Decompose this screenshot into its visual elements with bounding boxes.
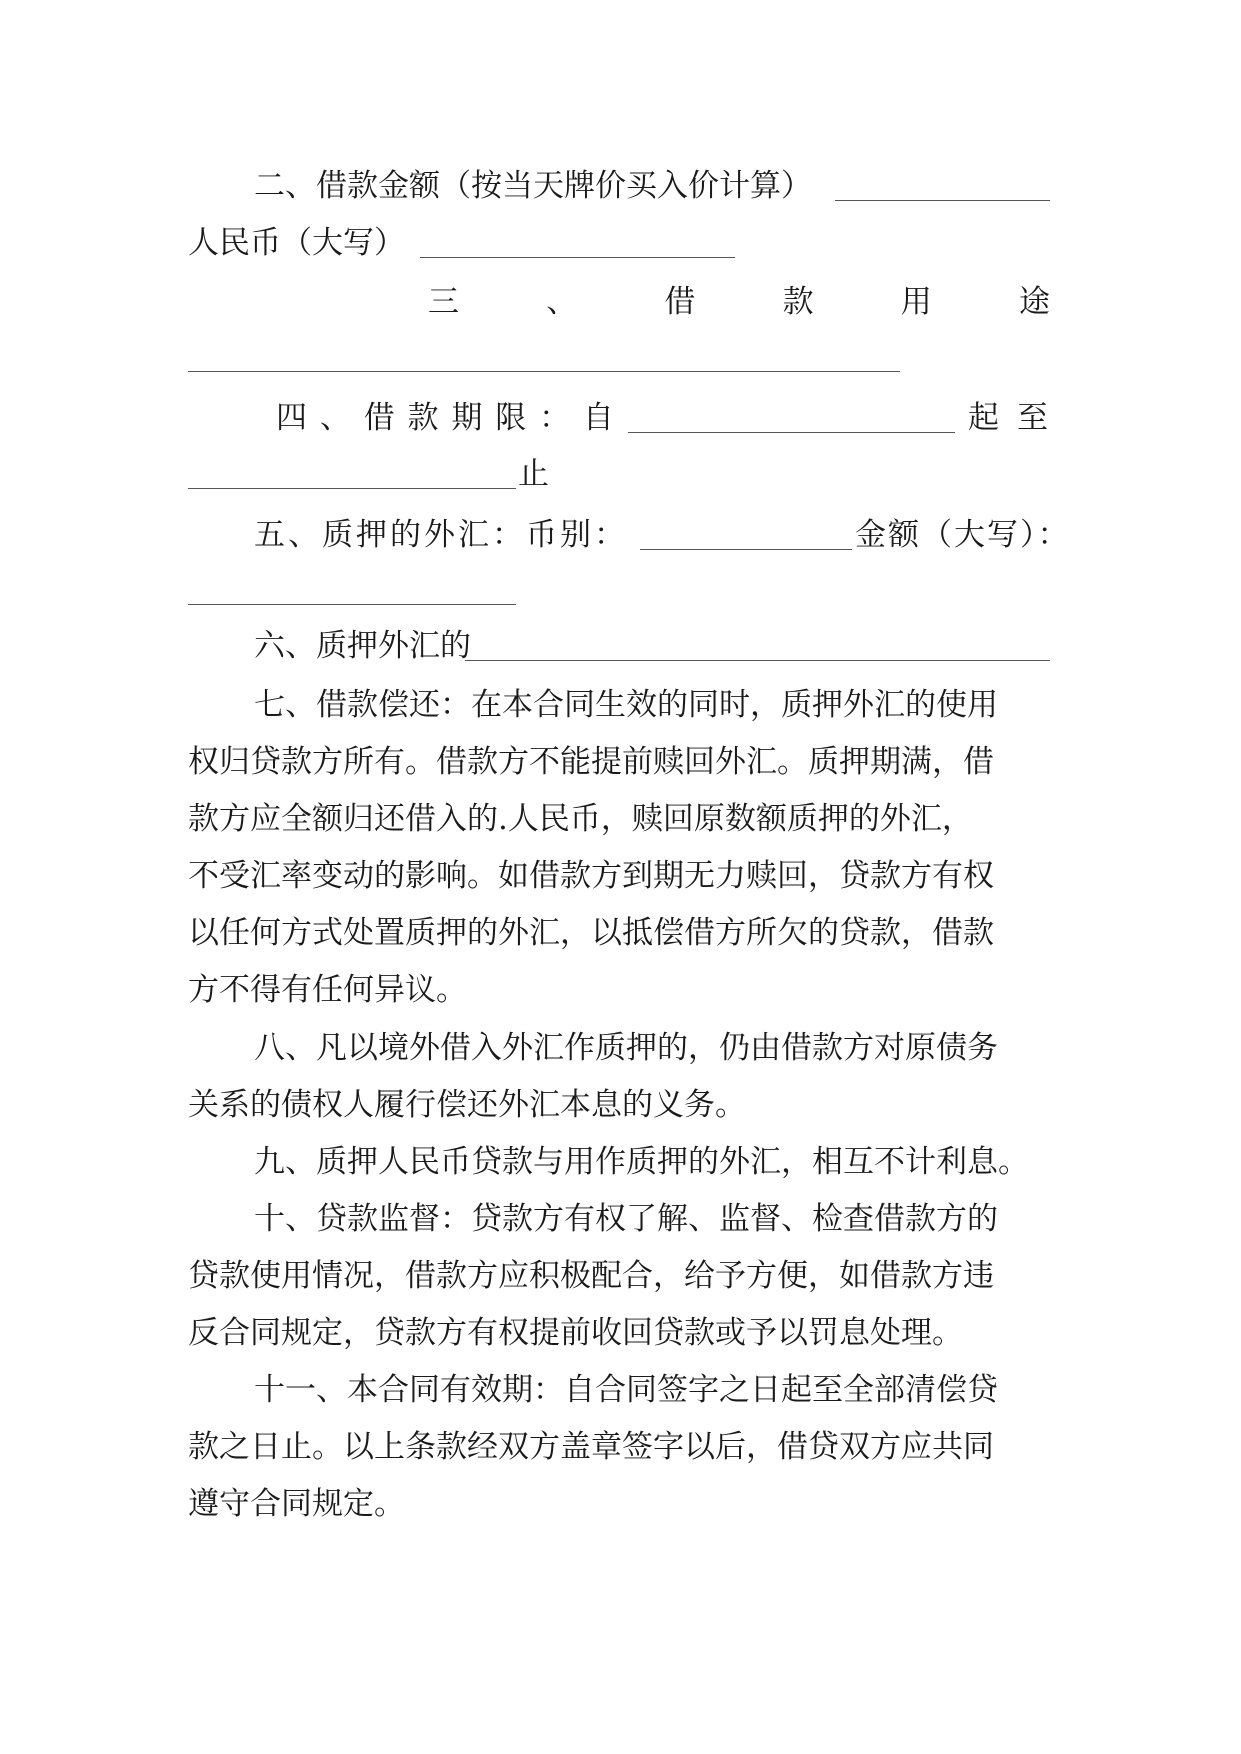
clause6-blank[interactable] xyxy=(465,660,1050,661)
clause4-from xyxy=(276,398,614,438)
clause4-to-char: 起 xyxy=(968,400,999,436)
clause7-line: 方不得有任何异议。 xyxy=(188,972,467,1008)
clause3-char: 借 xyxy=(664,284,696,320)
clause4-end: 止 xyxy=(518,456,549,492)
loan-amount-blank[interactable] xyxy=(835,200,1050,201)
clause4-char: 借 xyxy=(363,400,395,436)
clause11-line: 款之日止。以上条款经双方盖章签字以后，借贷双方应共同 xyxy=(188,1429,994,1465)
loan-purpose-blank[interactable] xyxy=(188,371,900,372)
clause9-line: 九、质押人民币贷款与用作质押的外汇，相互不计利息。 xyxy=(254,1144,1029,1180)
clause4-to-char: 至 xyxy=(1017,400,1048,436)
clause4-char: 、 xyxy=(319,400,351,436)
clause8-line: 八、凡以境外借入外汇作质押的，仍由借款方对原债务 xyxy=(254,1030,998,1066)
clause11-line: 遵守合同规定。 xyxy=(188,1486,405,1522)
loan-end-date-blank[interactable] xyxy=(188,488,516,489)
clause6-label: 六、质押外汇的 xyxy=(254,628,471,664)
clause10-line: 十、贷款监督：贷款方有权了解、监督、检查借款方的 xyxy=(254,1201,998,1237)
clause4-char: 四 xyxy=(276,400,307,436)
clause4-char: 期 xyxy=(451,400,483,436)
clause8-line: 关系的债权人履行偿还外汇本息的义务。 xyxy=(188,1087,746,1123)
clause10-line: 贷款使用情况，借款方应积极配合，给予方便，如借款方违 xyxy=(188,1258,994,1294)
clause7-line: 款方应全额归还借入的.人民币，赎回原数额质押的外汇， xyxy=(188,801,973,837)
clause3-char: 途 xyxy=(1018,284,1050,320)
clause2-prefix: 二、借款金额（按当天牌价买入价计算） xyxy=(254,168,812,204)
clause7-line: 不受汇率变动的影响。如借款方到期无力赎回，贷款方有权 xyxy=(188,858,994,894)
clause5-amount-label: 金额（大写）： xyxy=(855,517,1071,553)
clause3-char: 、 xyxy=(546,284,578,320)
clause5-label: 五、质押的外汇：币别： xyxy=(254,517,628,553)
clause3-heading xyxy=(188,282,1050,322)
pledge-amount-blank[interactable] xyxy=(188,604,516,605)
clause3-char: 用 xyxy=(900,284,932,320)
clause7-line: 权归贷款方所有。借款方不能提前赎回外汇。质押期满，借 xyxy=(188,744,994,780)
rmb-capital-blank[interactable] xyxy=(420,257,735,258)
clause10-line: 反合同规定，贷款方有权提前收回贷款或予以罚息处理。 xyxy=(188,1315,963,1351)
clause7-line: 以任何方式处置质押的外汇，以抵偿借方所欠的贷款，借款 xyxy=(188,915,994,951)
clause7-line: 七、借款偿还：在本合同生效的同时，质押外汇的使用 xyxy=(254,687,998,723)
clause11-line: 十一、本合同有效期：自合同签字之日起至全部清偿贷 xyxy=(254,1372,998,1408)
clause4-char: 款 xyxy=(407,400,439,436)
clause4-char: 限 xyxy=(495,400,527,436)
clause4-char: 自 xyxy=(582,400,614,436)
clause2-rmb-label: 人民币（大写） xyxy=(188,225,405,261)
loan-start-date-blank[interactable] xyxy=(628,432,955,433)
clause4-to xyxy=(968,398,1048,438)
clause4-char: ： xyxy=(539,400,571,436)
currency-blank[interactable] xyxy=(640,549,852,550)
clause3-char: 三 xyxy=(428,284,459,320)
clause3-char: 款 xyxy=(782,284,814,320)
